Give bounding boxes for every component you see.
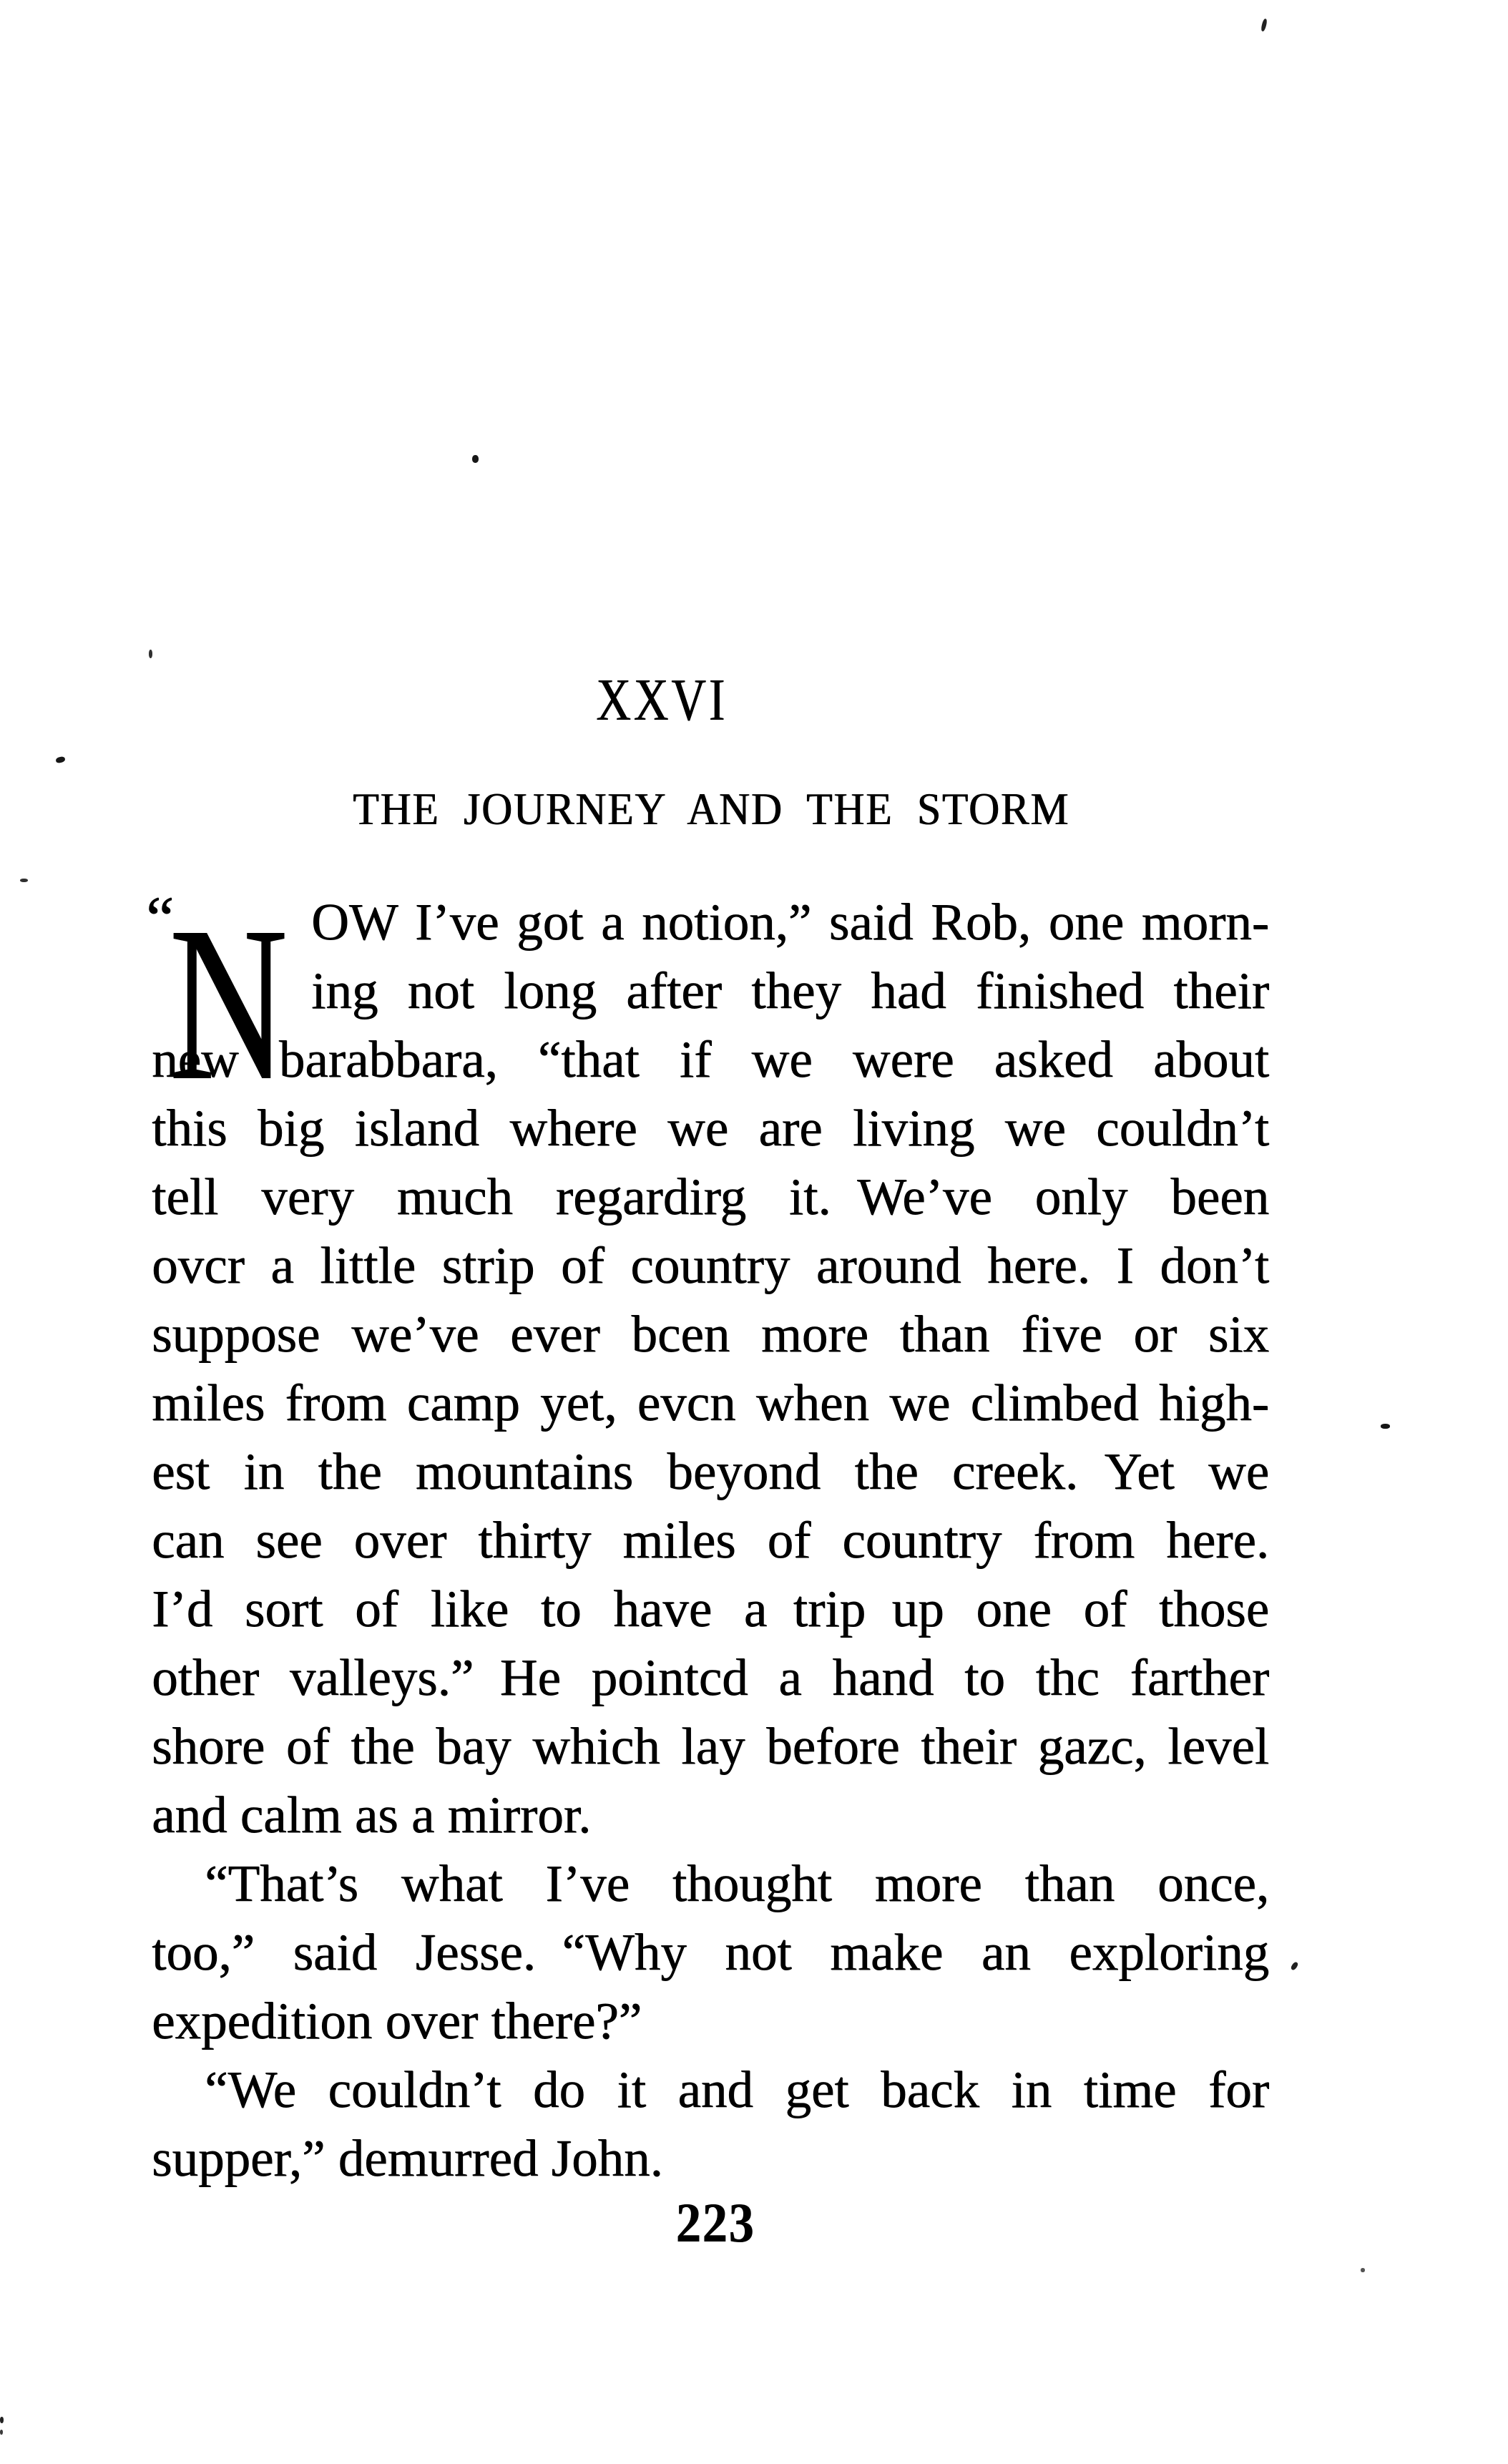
text-line: suppose we’ve ever bcen more than five or six — [152, 1305, 1269, 1363]
scan-speck — [472, 455, 479, 463]
scan-speck — [149, 650, 152, 658]
paragraph — [152, 2055, 1269, 2193]
text-line: ovcr a little strip of country around here. I don’t — [152, 1236, 1269, 1294]
text-line: new barabbara, “that if we were asked about — [152, 1030, 1269, 1088]
text-line: expedition over there?” — [152, 1992, 642, 2050]
text-line: can see over thirty miles of country from here. — [152, 1511, 1269, 1569]
scan-speck — [1381, 1424, 1390, 1429]
page-number: 223 — [675, 2191, 755, 2254]
scan-speck — [1290, 1961, 1299, 1971]
text-line: ing not long after they had finished their — [311, 962, 1269, 1020]
text-line: “We couldn’t do it and get back in time for — [205, 2060, 1269, 2118]
scan-speck — [55, 756, 66, 764]
drop-cap-quote: “ — [146, 884, 175, 954]
text-line: OW I’ve got a notion,” said Rob, one morn- — [311, 893, 1269, 951]
text-column — [146, 881, 1269, 2193]
paragraph — [152, 1849, 1269, 2055]
drop-cap-letter: N — [169, 881, 288, 1127]
scan-speck — [0, 2430, 3, 2435]
text-line: this big island where we are living we couldn’t — [152, 1099, 1269, 1157]
paragraph — [146, 881, 1269, 1849]
chapter-number: XXVI — [596, 667, 728, 733]
text-line: shore of the bay which lay before their gazc, level — [152, 1717, 1269, 1775]
scan-speck — [0, 2417, 4, 2423]
text-line: est in the mountains beyond the creek. Yet we — [152, 1442, 1269, 1500]
text-line: and calm as a mirror. — [152, 1786, 592, 1844]
text-line: supper,” demurred John. — [152, 2129, 663, 2187]
text-line: too,” said Jesse. “Why not make an exploring — [152, 1923, 1269, 1981]
text-line: miles from camp yet, evcn when we climbed high- — [152, 1374, 1269, 1432]
text-line: tell very much regardirg it. We’ve only been — [152, 1168, 1269, 1226]
text-line: “That’s what I’ve thought more than once, — [205, 1854, 1269, 1912]
scan-speck — [1260, 19, 1268, 32]
scan-speck — [1361, 2268, 1365, 2272]
chapter-title: THE JOURNEY AND THE STORM — [353, 783, 1069, 834]
text-line: I’d sort of like to have a trip up one of those — [152, 1580, 1269, 1638]
text-line: other valleys.” He pointcd a hand to thc farther — [152, 1648, 1269, 1706]
scan-speck — [20, 879, 28, 882]
